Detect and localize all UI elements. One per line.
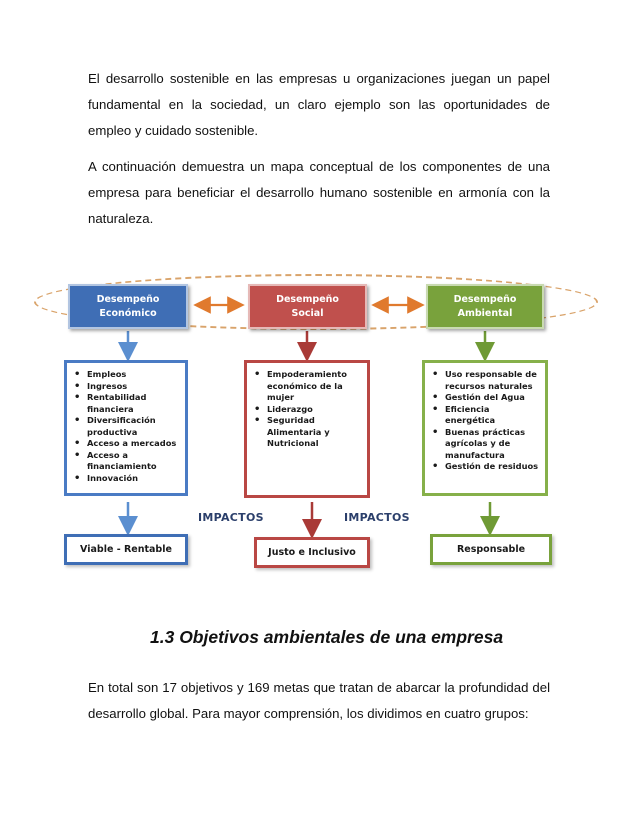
section-heading: 1.3 Objetivos ambientales de una empresa bbox=[150, 627, 504, 647]
list-item: • Rentabilidad financiera bbox=[71, 392, 181, 415]
list-item: • Acceso a mercados bbox=[71, 438, 181, 450]
header-environmental-line1: Desempeño bbox=[453, 293, 517, 305]
section-paragraph: En total son 17 objetivos y 169 metas que tratan de abarcar la profundidad del desarrollo global. Para mayor comprensión, los dividimos en cuatro grupos: bbox=[88, 680, 550, 721]
outcome-economic: Viable - Rentable bbox=[64, 534, 188, 565]
list-item: • Uso responsable de recursos naturales bbox=[429, 369, 541, 392]
header-social-line2: Social bbox=[291, 307, 324, 319]
list-item: • Eficiencia energética bbox=[429, 404, 541, 427]
concept-map bbox=[58, 268, 580, 578]
impacts-label-left: IMPACTOS bbox=[198, 511, 264, 524]
list-item: • Buenas prácticas agrícolas y de manufactura bbox=[429, 427, 541, 462]
list-item: • Gestión del Agua bbox=[429, 392, 541, 404]
social-items-box bbox=[244, 360, 370, 498]
list-item: • Seguridad Alimentaria y Nutricional bbox=[251, 415, 363, 450]
list-item: • Diversificación productiva bbox=[71, 415, 181, 438]
list-item: • Liderazgo bbox=[251, 404, 363, 416]
header-social-line1: Desempeño bbox=[276, 293, 339, 305]
outcome-social: Justo e Inclusivo bbox=[254, 537, 370, 568]
list-item: • Gestión de residuos bbox=[429, 461, 541, 473]
list-item: • Empleos bbox=[71, 369, 181, 381]
list-item: • Acceso a financiamiento bbox=[71, 450, 181, 473]
list-item: • Innovación bbox=[71, 473, 181, 485]
header-social bbox=[248, 284, 367, 329]
intro-paragraph-2: A continuación demuestra un mapa conceptual de los componentes de una empresa para beneficiar el desarrollo humano sostenible en armonía con la naturaleza. bbox=[88, 159, 550, 226]
intro-paragraph-1: El desarrollo sostenible en las empresas u organizaciones juegan un papel fundamental en la sociedad, un claro ejemplo son las oportunidades de empleo y cuidado sostenible. bbox=[88, 71, 550, 138]
header-economic-line2: Económico bbox=[99, 307, 157, 319]
header-economic-line1: Desempeño bbox=[96, 293, 160, 305]
header-environmental bbox=[426, 284, 544, 329]
impacts-label-right: IMPACTOS bbox=[344, 511, 410, 524]
economic-items-box bbox=[64, 360, 188, 496]
outcome-environmental: Responsable bbox=[430, 534, 552, 565]
list-item: • Ingresos bbox=[71, 381, 181, 393]
list-item: • Empoderamiento económico de la mujer bbox=[251, 369, 363, 404]
environmental-items-box bbox=[422, 360, 548, 496]
header-economic bbox=[68, 284, 188, 329]
header-environmental-line2: Ambiental bbox=[457, 307, 513, 319]
